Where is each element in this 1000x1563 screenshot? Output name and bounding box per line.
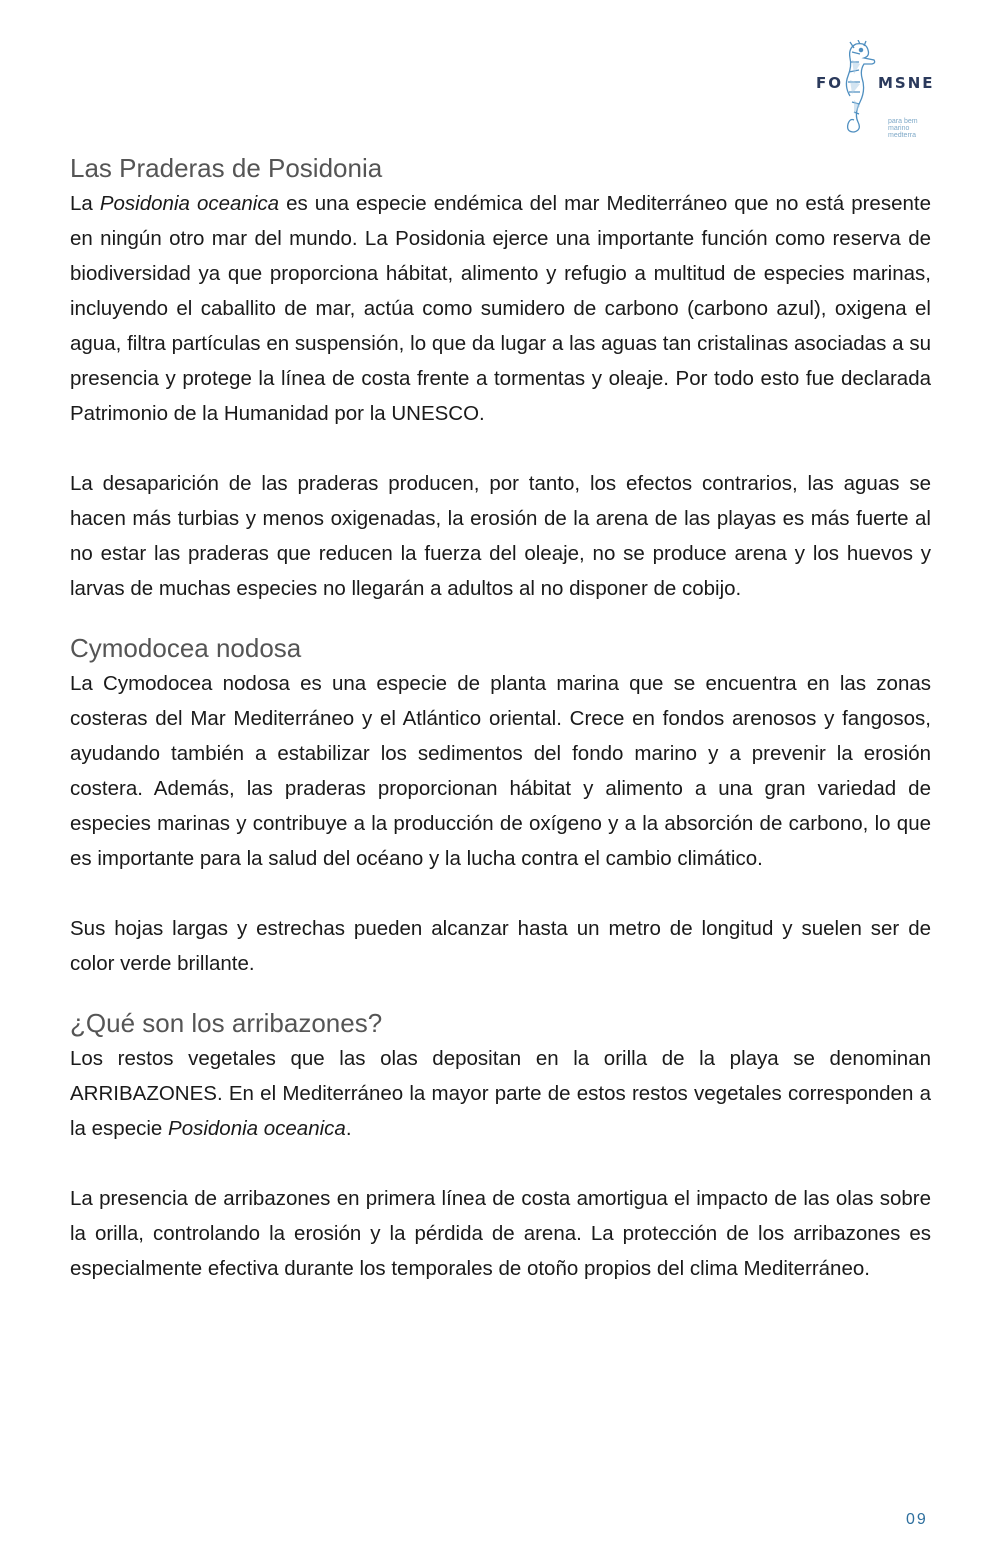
species-name-italic: Posidonia oceanica: [168, 1117, 346, 1140]
paragraph-posidonia-intro: [70, 186, 931, 431]
species-name-italic: Posidonia oceanica: [99, 192, 280, 215]
document-body: [70, 150, 931, 1286]
logo: [810, 40, 935, 138]
logo-subtitle-line: marino medterra: [888, 125, 917, 139]
logo-text-left: FO: [816, 74, 843, 92]
paragraph-cymodocea-leaves: Sus hojas largas y estrechas pueden alcanzar hasta un metro de longitud y suelen ser de color verde brillante.: [70, 917, 931, 975]
paragraph-arribazones-protection: La presencia de arribazones en primera línea de costa amortigua el impacto de las olas sobre la orilla, controlando la erosión y la pérdida de arena. La protección de los arribazones es especialmente efectiva durante los temporales de otoño propios del clima Mediterráneo.: [70, 1187, 931, 1280]
text-run: es una especie endémica del mar Mediterráneo que no está presente en ningún otro mar del mundo. La Posidonia ejerce una importante función como reserva de biodiversidad ya que proporciona hábitat, alimento y refugio a multitud de especies marinas, incluyendo el caballito de mar, actúa como sumidero de carbono (carbono azul), oxigena el agua, filtra partículas en suspensión, lo que da lugar a las aguas tan cristalinas asociadas a su presencia y protege la línea de costa frente a tormentas y oleaje. Por todo esto fue declarada Patrimonio de la Humanidad por la UNESCO.: [70, 192, 931, 425]
seahorse-icon: [840, 40, 880, 138]
section-title-cymodocea: Cymodocea nodosa: [70, 633, 302, 663]
text-run: Los restos vegetales que las olas depositan en la orilla de la playa se denominan ARRIBAZONES. En el Mediterráneo la mayor parte de estos restos vegetales corresponden a la especie: [70, 1047, 931, 1140]
paragraph-arribazones-intro: [70, 1041, 931, 1146]
section-title-arribazones: ¿Qué son los arribazones?: [70, 1008, 383, 1038]
logo-subtitle: [888, 118, 938, 139]
text-run: .: [345, 1117, 352, 1140]
logo-text-right: MSNE: [878, 74, 935, 92]
logo-subtitle-line: para bem: [888, 118, 918, 125]
section-title-posidonia: Las Praderas de Posidonia: [70, 153, 383, 183]
paragraph-cymodocea-intro: La Cymodocea nodosa es una especie de planta marina que se encuentra en las zonas costeras del Mar Mediterráneo y el Atlántico oriental. Crece en fondos arenosos y fangosos, ayudando también a estabilizar los sedimentos del fondo marino y a prevenir la erosión costera. Además, las praderas proporcionan hábitat y alimento a una gran variedad de especies marinas y contribuye a la producción de oxígeno y a la absorción de carbono, lo que es importante para la salud del océano y la lucha contra el cambio climático.: [70, 672, 931, 870]
text-run: La: [70, 192, 100, 215]
page-number: 09: [906, 1511, 928, 1528]
paragraph-posidonia-loss: La desaparición de las praderas producen, por tanto, los efectos contrarios, las aguas se hacen más turbias y menos oxigenadas, la erosión de la arena de las playas es más fuerte al no estar las praderas que reducen la fuerza del oleaje, no se produce arena y los huevos y larvas de muchas especies no llegarán a adultos al no disponer de cobijo.: [70, 472, 931, 600]
